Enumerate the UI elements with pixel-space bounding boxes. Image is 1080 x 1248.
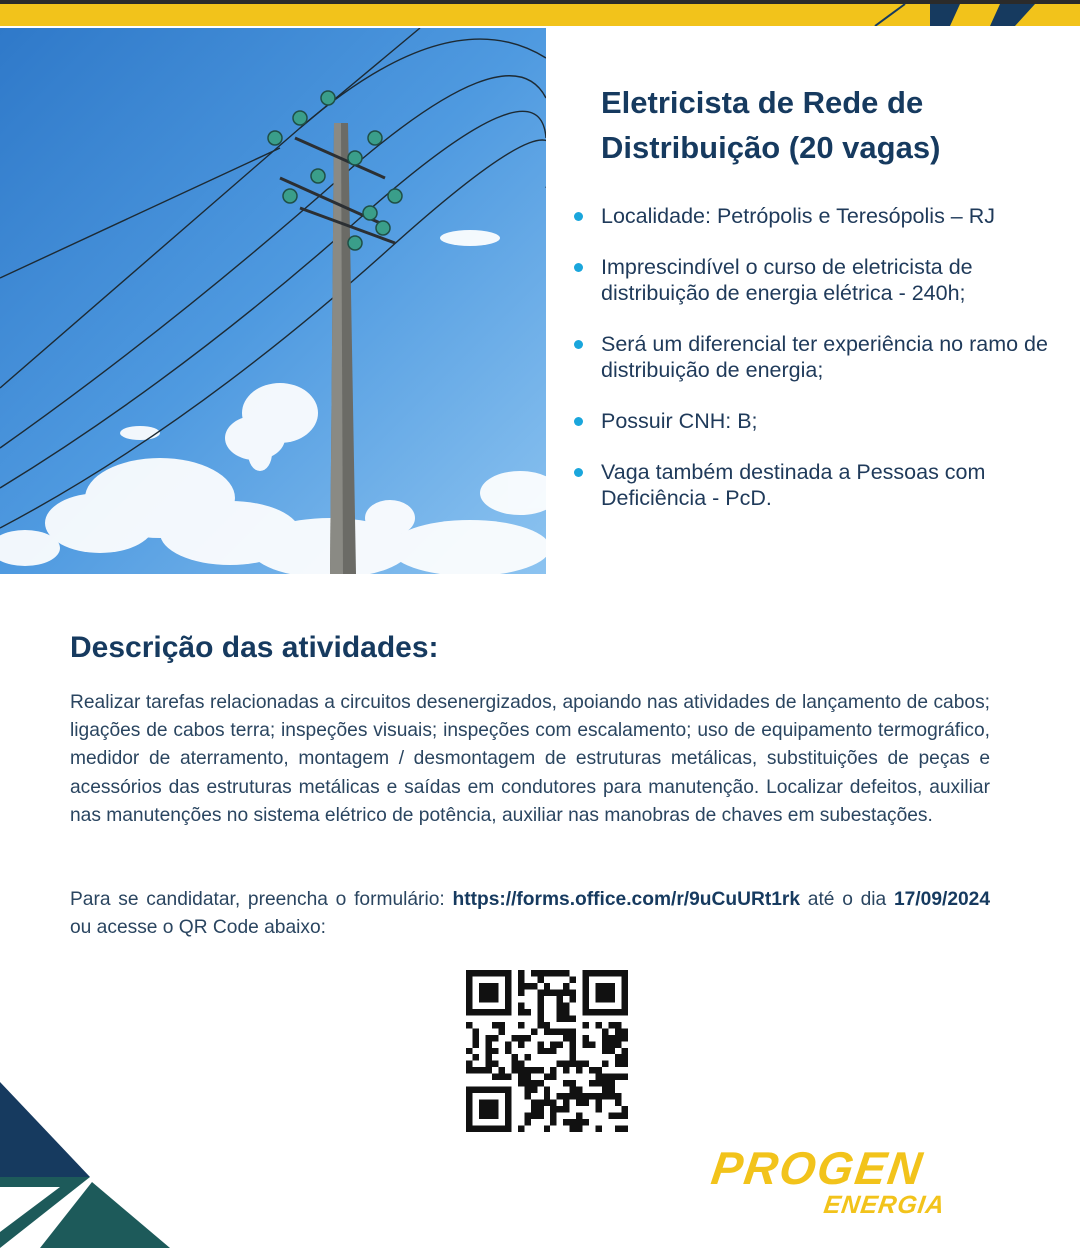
requirements-list xyxy=(572,203,1062,536)
requirement-item xyxy=(572,254,1062,306)
corner-decoration xyxy=(0,1082,170,1248)
job-title: Eletricista de Rede de Distribuição (20 vagas) xyxy=(601,85,941,165)
bullet-icon xyxy=(574,263,583,272)
apply-middle: até o dia xyxy=(800,889,894,910)
requirement-item xyxy=(572,203,1062,229)
power-pole-photo xyxy=(0,28,546,574)
requirement-text: Possuir CNH: B; xyxy=(601,409,758,433)
logo-name: PROGEN xyxy=(708,1142,928,1194)
requirement-text: Será um diferencial ter experiência no ramo de distribuição de energia; xyxy=(601,332,1048,382)
application-form-link[interactable]: https://forms.office.com/r/9uCuURt1rk xyxy=(452,889,801,910)
apply-suffix: ou acesse o QR Code abaixo: xyxy=(70,917,326,939)
bullet-icon xyxy=(574,340,583,349)
bullet-icon xyxy=(574,212,583,221)
application-instructions xyxy=(70,886,990,942)
activities-description: Realizar tarefas relacionadas a circuitos desenergizados, apoiando nas atividades de lançamento de cabos; ligações de cabos terra; inspeções visuais; inspeções com escalamento; uso de equipamento termográfico, medidor de aterramento, montagem / desmontagem de estruturas metálicas, substituições de peças e acessórios das estruturas metálicas e saídas em condutores para manutenção. Localizar defeitos, auxiliar nas manutenções no sistema elétrico de potência, auxiliar nas manobras de chaves em subestações. xyxy=(70,692,990,826)
requirement-text: Imprescindível o curso de eletricista de distribuição de energia elétrica - 240h; xyxy=(601,255,973,305)
progen-logo xyxy=(708,1142,1002,1223)
requirement-item xyxy=(572,408,1062,434)
requirement-text: Localidade: Petrópolis e Teresópolis – RJ xyxy=(601,204,996,228)
requirement-item xyxy=(572,459,1062,511)
deadline-date: 17/09/2024 xyxy=(893,889,990,910)
bullet-icon xyxy=(574,417,583,426)
top-decorative-bar xyxy=(0,0,1080,26)
requirement-text: Vaga também destinada a Pessoas com Deficiência - PcD. xyxy=(601,460,986,510)
apply-prefix: Para se candidatar, preencha o formulário: xyxy=(70,889,453,910)
requirement-item xyxy=(572,331,1062,383)
qr-code-icon[interactable] xyxy=(466,970,628,1132)
bullet-icon xyxy=(574,468,583,477)
logo-subtitle: ENERGIA xyxy=(822,1191,947,1219)
activities-title: Descrição das atividades: xyxy=(70,631,439,664)
